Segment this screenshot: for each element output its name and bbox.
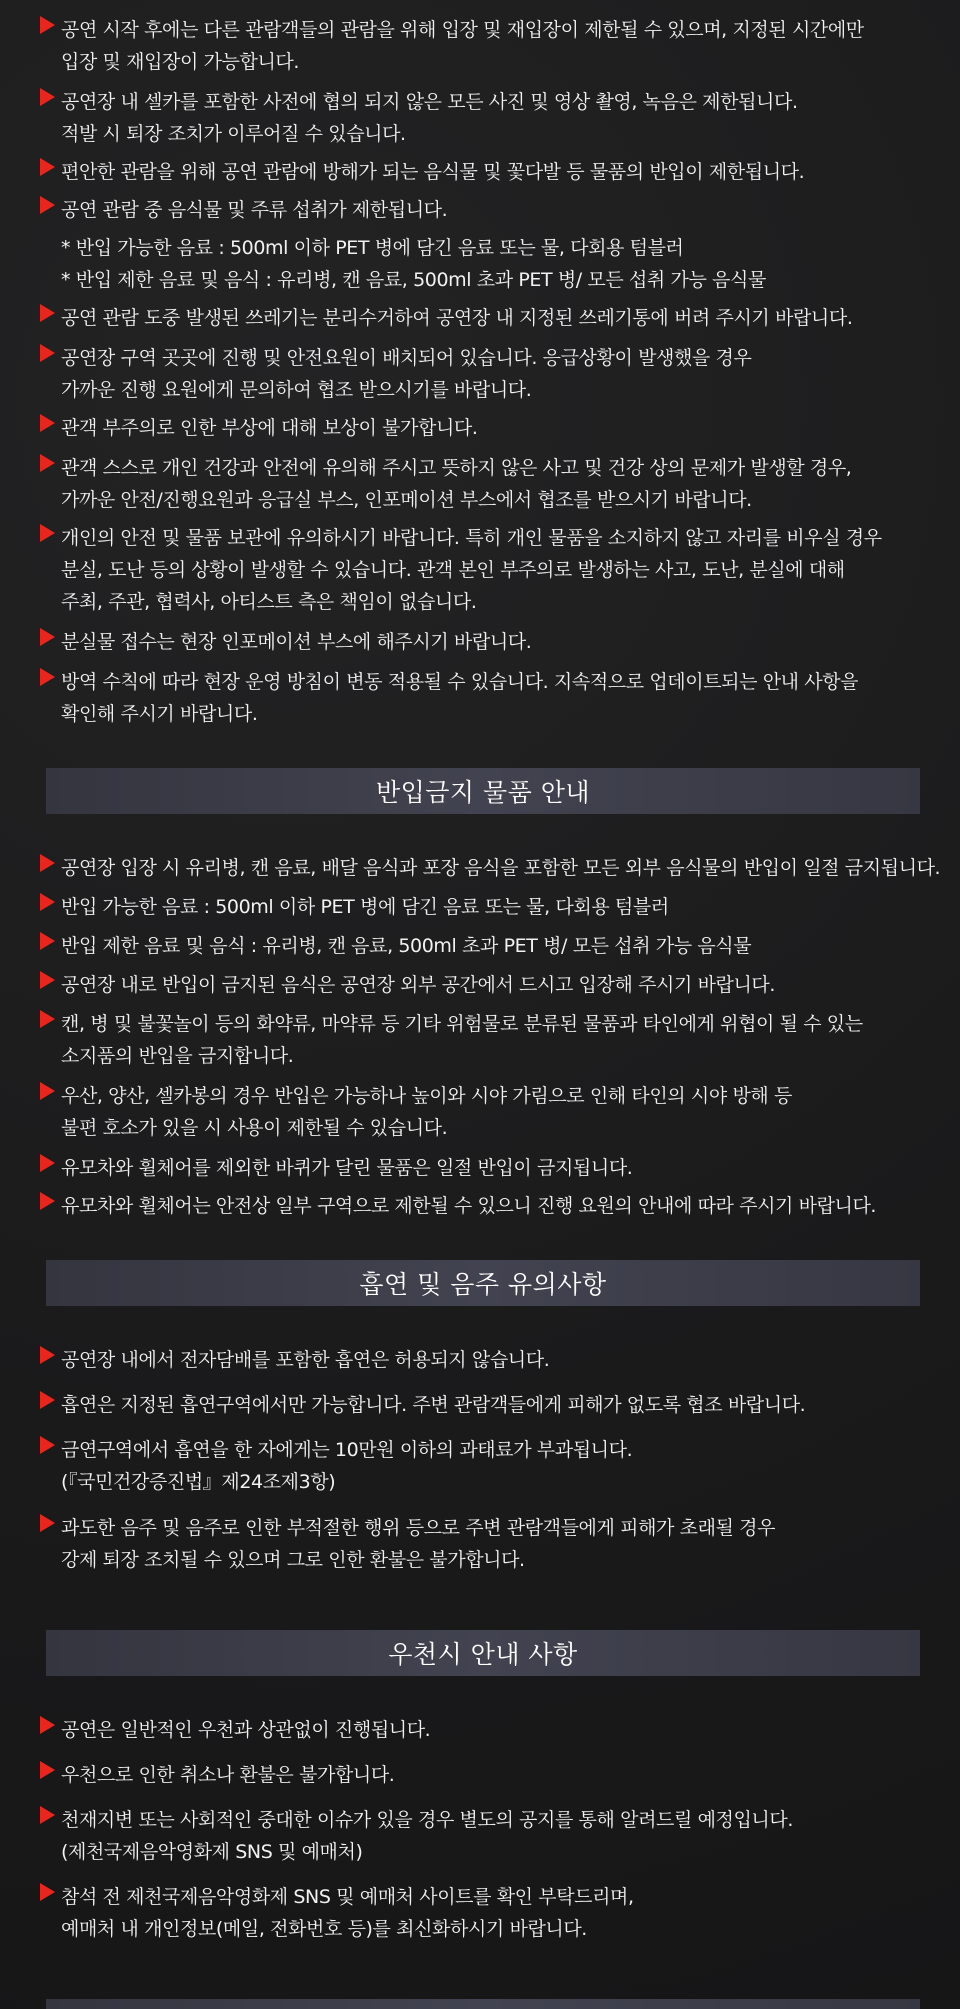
triangle-bullet-icon [40,1436,55,1454]
item-line: 분실, 도난 등의 상황이 발생할 수 있습니다. 관객 본인 부주의로 발생하는 사고, 도난, 분실에 대해 [61,559,845,581]
beverage-notes [40,232,940,296]
list-item [40,1190,940,1222]
list-item [40,969,940,1001]
list-item [40,1759,940,1791]
item-line: 방역 수칙에 따라 현장 운영 방침이 변동 적용될 수 있습니다. 지속적으로 업데이트되는 안내 사항을 [61,671,859,693]
triangle-bullet-icon [40,16,55,34]
list-item [40,1008,940,1072]
item-line: 공연은 일반적인 우천과 상관없이 진행됩니다. [61,1719,431,1741]
list-item [40,1434,940,1498]
list-item [40,1512,940,1576]
triangle-bullet-icon [40,1806,55,1824]
item-line: 적발 시 퇴장 조치가 이루어질 수 있습니다. [61,123,406,145]
item-line: (제천국제음악영화제 SNS 및 예매처) [61,1841,363,1863]
note-line: * 반입 가능한 음료 : 500ml 이하 PET 병에 담긴 음료 또는 물, 다회용 텀블러 [61,237,684,259]
item-line: 관객 부주의로 인한 부상에 대해 보상이 불가합니다. [61,417,478,439]
item-line: 공연장 입장 시 유리병, 캔 음료, 배달 음식과 포장 음식을 포함한 모든 외부 음식물의 반입이 일절 금지됩니다. [61,857,941,879]
section-title: 우천시 안내 사항 [388,1640,578,1669]
list-item [40,626,940,658]
item-line: (『국민건강증진법』제24조제3항) [61,1471,336,1493]
item-line: 공연 관람 도중 발생된 쓰레기는 분리수거하여 공연장 내 지정된 쓰레기통에 버려 주시기 바랍니다. [61,307,853,329]
triangle-bullet-icon [40,1010,55,1028]
list-item [40,930,940,962]
triangle-bullet-icon [40,1883,55,1901]
item-line: 소지품의 반입을 금지합니다. [61,1045,294,1067]
list-item [40,1881,940,1945]
triangle-bullet-icon [40,1391,55,1409]
triangle-bullet-icon [40,628,55,646]
list-item [40,852,940,884]
item-line: 과도한 음주 및 음주로 인한 부적절한 행위 등으로 주변 관람객들에게 피해가 초래될 경우 [61,1517,776,1539]
item-line: 유모차와 휠체어는 안전상 일부 구역으로 제한될 수 있으니 진행 요원의 안내에 따라 주시기 바랍니다. [61,1195,877,1217]
item-line: 공연장 구역 곳곳에 진행 및 안전요원이 배치되어 있습니다. 응급상황이 발생했을 경우 [61,347,752,369]
list-item [40,412,940,444]
triangle-bullet-icon [40,1346,55,1364]
item-line: 가까운 진행 요원에게 문의하여 협조 받으시기를 바랍니다. [61,379,532,401]
note-line: * 반입 제한 음료 및 음식 : 유리병, 캔 음료, 500ml 초과 PET 병/ 모든 섭취 가능 음식물 [61,269,766,291]
item-line: 가까운 안전/진행요원과 응급실 부스, 인포메이션 부스에서 협조를 받으시기 바랍니다. [61,489,752,511]
item-line: 관객 스스로 개인 건강과 안전에 유의해 주시고 뜻하지 않은 사고 및 건강 상의 문제가 발생할 경우, [61,457,852,479]
item-line: 참석 전 제천국제음악영화제 SNS 및 예매처 사이트를 확인 부탁드리며, [61,1886,634,1908]
triangle-bullet-icon [40,304,55,322]
triangle-bullet-icon [40,158,55,176]
item-line: 캔, 병 및 불꽃놀이 등의 화약류, 마약류 등 기타 위험물로 분류된 물품과 타인에게 위협이 될 수 있는 [61,1013,863,1035]
item-line: 개인의 안전 및 물품 보관에 유의하시기 바랍니다. 특히 개인 물품을 소지하지 않고 자리를 비우실 경우 [61,527,882,549]
triangle-bullet-icon [40,1154,55,1172]
item-line: 공연장 내 셀카를 포함한 사전에 협의 되지 않은 모든 사진 및 영상 촬영, 녹음은 제한됩니다. [61,91,798,113]
triangle-bullet-icon [40,1192,55,1210]
item-line: 반입 제한 음료 및 음식 : 유리병, 캔 음료, 500ml 초과 PET 병/ 모든 섭취 가능 음식물 [61,935,752,957]
item-line: 공연장 내로 반입이 금지된 음식은 공연장 외부 공간에서 드시고 입장해 주시기 바랍니다. [61,974,776,996]
item-line: 우천으로 인한 취소나 환불은 불가합니다. [61,1764,395,1786]
triangle-bullet-icon [40,196,55,214]
item-line: 확인해 주시기 바랍니다. [61,703,258,725]
list-item [40,1152,940,1184]
list-item [40,342,940,406]
item-line: 금연구역에서 흡연을 한 자에게는 10만원 이하의 과태료가 부과됩니다. [61,1439,633,1461]
list-item [40,452,940,516]
item-line: 예매처 내 개인정보(메일, 전화번호 등)를 최신화하시기 바랍니다. [61,1918,587,1940]
list-item [40,1344,940,1376]
list-item [40,14,940,78]
item-line: 주최, 주관, 협력사, 아티스트 측은 책임이 없습니다. [61,591,477,613]
list-item [40,194,940,226]
item-line: 강제 퇴장 조치될 수 있으며 그로 인한 환불은 불가합니다. [61,1549,525,1571]
next-section-heading-partial [46,1999,920,2009]
item-line: 우산, 양산, 셀카봉의 경우 반입은 가능하나 높이와 시야 가림으로 인해 타인의 시야 방해 등 [61,1085,792,1107]
triangle-bullet-icon [40,893,55,911]
list-item [40,891,940,923]
item-line: 불편 호소가 있을 시 사용이 제한될 수 있습니다. [61,1117,448,1139]
triangle-bullet-icon [40,971,55,989]
list-item [40,1080,940,1144]
triangle-bullet-icon [40,1761,55,1779]
item-line: 공연 관람 중 음식물 및 주류 섭취가 제한됩니다. [61,199,448,221]
rain-notice-heading [46,1630,920,1676]
triangle-bullet-icon [40,932,55,950]
triangle-bullet-icon [40,344,55,362]
triangle-bullet-icon [40,668,55,686]
prohibited-items-heading [46,768,920,814]
item-line: 유모차와 휠체어를 제외한 바퀴가 달린 물품은 일절 반입이 금지됩니다. [61,1157,633,1179]
item-line: 분실물 접수는 현장 인포메이션 부스에 해주시기 바랍니다. [61,631,532,653]
item-line: 천재지변 또는 사회적인 중대한 이슈가 있을 경우 별도의 공지를 통해 알려드릴 예정입니다. [61,1809,793,1831]
triangle-bullet-icon [40,1716,55,1734]
list-item [40,666,940,730]
triangle-bullet-icon [40,854,55,872]
smoking-drinking-heading [46,1260,920,1306]
triangle-bullet-icon [40,1082,55,1100]
section-title: 흡연 및 음주 유의사항 [359,1270,607,1299]
item-line: 반입 가능한 음료 : 500ml 이하 PET 병에 담긴 음료 또는 물, 다회용 텀블러 [61,896,669,918]
list-item [40,1804,940,1868]
triangle-bullet-icon [40,88,55,106]
item-line: 공연장 내에서 전자담배를 포함한 흡연은 허용되지 않습니다. [61,1349,550,1371]
item-line: 공연 시작 후에는 다른 관람객들의 관람을 위해 입장 및 재입장이 제한될 수 있으며, 지정된 시간에만 [61,19,864,41]
item-line: 흡연은 지정된 흡연구역에서만 가능합니다. 주변 관람객들에게 피해가 없도록 협조 바랍니다. [61,1394,806,1416]
list-item [40,522,940,618]
triangle-bullet-icon [40,524,55,542]
list-item [40,1714,940,1746]
list-item [40,302,940,334]
item-line: 입장 및 재입장이 가능합니다. [61,51,300,73]
section-title: 반입금지 물품 안내 [375,778,591,807]
triangle-bullet-icon [40,414,55,432]
list-item [40,1389,940,1421]
triangle-bullet-icon [40,1514,55,1532]
list-item [40,156,940,188]
triangle-bullet-icon [40,454,55,472]
item-line: 편안한 관람을 위해 공연 관람에 방해가 되는 음식물 및 꽃다발 등 물품의 반입이 제한됩니다. [61,161,805,183]
list-item [40,86,940,150]
